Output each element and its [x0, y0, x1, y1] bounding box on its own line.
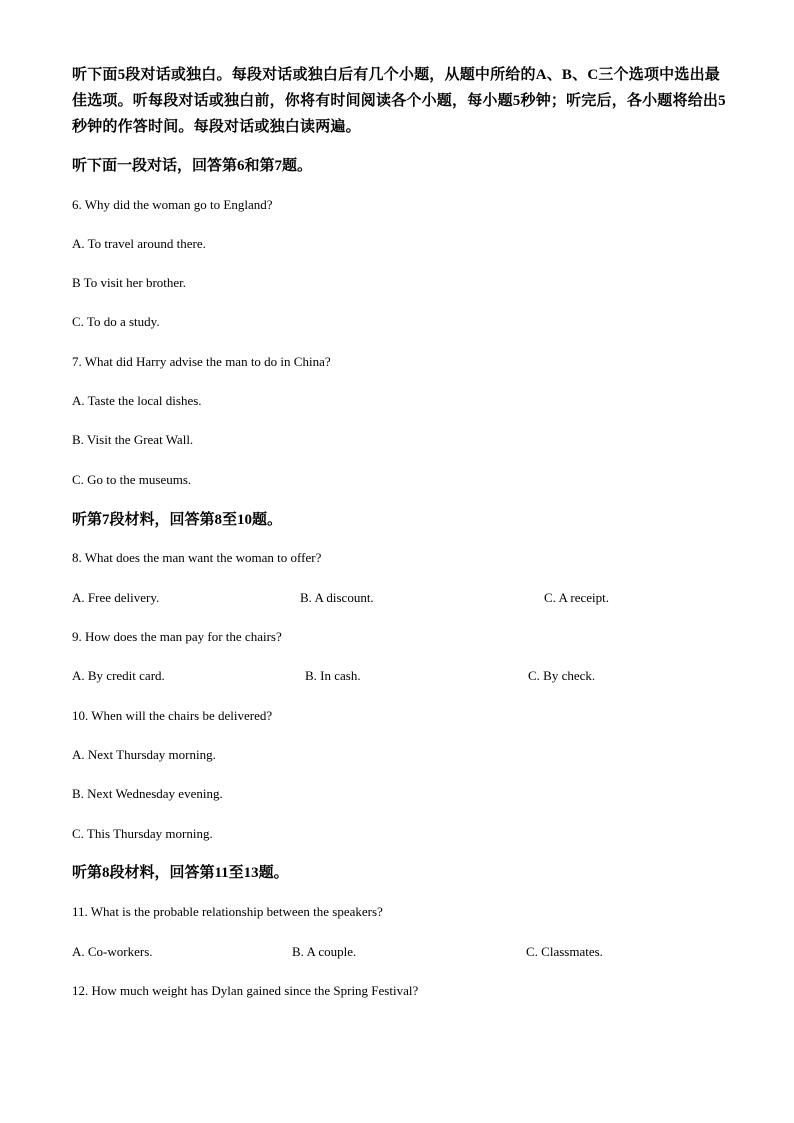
question-11-option-c: C. Classmates.: [526, 944, 603, 959]
question-6: 6. Why did the woman go to England?: [72, 197, 273, 212]
listening-instructions: 听下面5段对话或独白。每段对话或独白后有几个小题，从题中所给的A、B、C三个选项中选出最佳选项。听每段对话或独白前，你将有时间阅读各个小题，每小题5秒钟；听完后，各小题将给出5秒钟的作答时间。每段对话或独白读两遍。: [72, 67, 726, 135]
question-7: 7. What did Harry advise the man to do in China?: [72, 354, 331, 369]
question-8: 8. What does the man want the woman to offer?: [72, 550, 322, 565]
question-9: 9. How does the man pay for the chairs?: [72, 629, 282, 644]
question-6-option-c: C. To do a study.: [72, 314, 160, 329]
question-8-option-a: A. Free delivery.: [72, 590, 160, 605]
question-7-option-a: A. Taste the local dishes.: [72, 393, 202, 408]
question-10: 10. When will the chairs be delivered?: [72, 708, 273, 723]
question-8-option-c: C. A receipt.: [544, 590, 609, 605]
question-10-option-a: A. Next Thursday morning.: [72, 747, 216, 762]
question-9-option-a: A. By credit card.: [72, 668, 165, 683]
question-6-option-b: B To visit her brother.: [72, 275, 187, 290]
question-9-option-c: C. By check.: [528, 668, 596, 683]
section-heading-6-7: 听下面一段对话，回答第6和第7题。: [72, 158, 313, 174]
question-11: 11. What is the probable relationship between the speakers?: [72, 904, 383, 919]
question-11-option-a: A. Co-workers.: [72, 944, 153, 959]
question-10-option-b: B. Next Wednesday evening.: [72, 786, 223, 801]
section-heading-11-13: 听第8段材料，回答第11至13题。: [72, 865, 289, 881]
question-7-option-b: B. Visit the Great Wall.: [72, 432, 194, 447]
question-7-option-c: C. Go to the museums.: [72, 472, 192, 487]
question-11-option-b: B. A couple.: [292, 944, 357, 959]
question-6-option-a: A. To travel around there.: [72, 236, 206, 251]
section-heading-8-10: 听第7段材料，回答第8至10题。: [72, 512, 283, 528]
question-9-option-b: B. In cash.: [305, 668, 361, 683]
question-12: 12. How much weight has Dylan gained since the Spring Festival?: [72, 983, 419, 998]
question-10-option-c: C. This Thursday morning.: [72, 826, 213, 841]
question-8-option-b: B. A discount.: [300, 590, 374, 605]
